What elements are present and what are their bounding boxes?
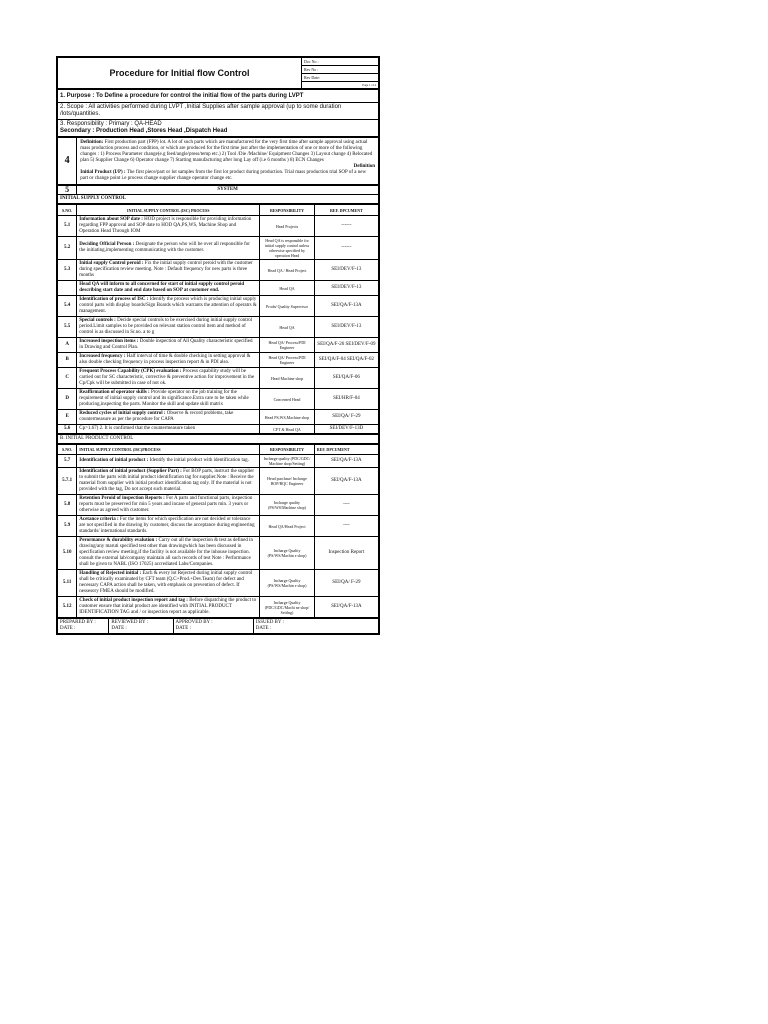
row-sno: D [58,389,77,410]
row-sno: 5.11 [58,570,77,597]
isc-process-row [58,296,379,317]
scope-text: 2. Scope : All activities performed during LVPT ,Initial Supplies after sample approval (up to some duration /lots/quantities. [58,103,379,120]
row-process-title: Head QA will inform to all concerned for start of initial supply control peroid describing start date and end date based on SOP at customer end. [79,282,245,293]
row-process [77,410,260,425]
col-ref-header: REF. DPCUMENT [314,205,378,216]
row-process-text: Identify the process which is producing initial supply control parts with display boards/Sign Boards which warrants the attention of operatrs & management. [79,297,257,314]
row-process-title: Identification of process of ISC : [79,297,149,302]
isc-process-row [58,425,379,434]
row-sno: 5.7.1 [58,468,77,495]
row-process-text: Process capability study will be carried out for SC characteristic, corrective & preventive action for improvement in the Cp/Cpk will be submitted in case of not ok. [79,369,255,386]
row-process [77,597,260,618]
row-ref-document: SEI/QA/F-06 [314,368,378,389]
row-sno: 5.3 [58,260,77,281]
row-process-text: Designate the person who will be over all responsible for the initiating,implementing communicating with the customer. [79,242,250,253]
row-process [77,537,260,570]
system-number: 5 [58,186,77,195]
row-process-text: Each & every lot Rejected during initial supply control shall be critically examinated by CFT team (Q.C+Prod.+Dev.Team) for defect and necessary CAPA action shall be taken, with emphasis on prevention of defect. If nessesory FMEA should be modified. [79,571,253,594]
row-responsibility: Incharge Quality (PS/WS/Machin e shop) [260,570,315,597]
approved-date-label: DATE : [175,626,191,631]
row-responsibility: Head Machine shop [260,368,315,389]
row-sno: E [58,410,77,425]
row-responsibility: Head QA/ Process/PDI Engineer [260,353,315,368]
row-responsibility: Head QA [260,281,315,296]
row-responsibility: Head QA/ Process/PDI Engineer [260,338,315,353]
row-sno: 5.5 [58,317,77,338]
row-ref-document: SEI/QA/F-04 SEI/QA/F-02 [314,353,378,368]
initial-product-label: Initial Product (I/P) : [80,170,126,175]
row-responsibility: Head Projects [260,216,315,237]
row-process-text: Provide operator on the job training for the requirement of initial supply control and its significance.Extra care to be taken while producing,inspecting the parts. Monitor the skill and update skill matrix [79,390,249,407]
col2-process-header: INITIAL SUPPLY CONTROL (ISC)PROCESS [77,445,260,455]
row-responsibility: Incharge Quality (PDC/GDC/Machi ne shop/ Settlng) [260,597,315,618]
row-process [77,495,260,516]
row-process-title: Information about SOP date : [79,217,143,222]
row-sno: 5.4 [58,296,77,317]
isc-process-row [58,410,379,425]
row-ref-document: SEI/DEV/F-13 [314,317,378,338]
rev-no: Rev No : [301,66,378,74]
row-process [77,296,260,317]
isc-process-row [58,389,379,410]
row-ref-document: ------ [314,216,378,237]
col-sno-header: S.NO. [58,205,77,216]
row-process [77,281,260,296]
row-sno [58,281,77,296]
header-table [57,57,379,89]
isc-process-row [58,260,379,281]
row-sno: 5.7 [58,455,77,468]
row-process-text: For BOP parts, instruct the supplier to submit the parts with initial product identification tag for supplier.Note : Receive the material from supplier with initial product identification tag only. If the material is not provided with the tag, Do not accept such material. [79,469,255,492]
row-process [77,260,260,281]
row-process [77,425,260,434]
approved-by-label: APPROVED BY : [175,620,213,625]
row-responsibility: Head QA/Head Project [260,516,315,537]
row-process-text: Half interval of time & double checking in setting approval & also double checking frequency in process inspection report & in PDI also. [79,354,251,365]
row-ref-document: SEI/DEV/F-13 [314,281,378,296]
row-process [77,389,260,410]
isc-process-table [57,204,379,434]
row-process [77,468,260,495]
row-ref-document: ------ [314,237,378,260]
prepared-date-label: DATE : [60,626,76,631]
reviewed-date-label: DATE : [111,626,127,631]
initial-product-row [58,468,379,495]
row-sno: 5.9 [58,516,77,537]
issued-by-label: ISSUED BY : [255,620,284,625]
row-ref-document: SEI/DEV/F-13 [314,260,378,281]
isc-process-rows [58,216,379,434]
definition-label: Definition: [80,140,104,145]
row-process [77,516,260,537]
row-responsibility: Head PS,WS,Machine shop [260,410,315,425]
row-process [77,317,260,338]
row-responsibility: Concerned Head [260,389,315,410]
row-process-title: Reduced cycles of initial supply control : [79,411,166,416]
system-table [57,185,379,204]
row-ref-document: ---- [314,516,378,537]
row-process-text: Observe & record problems, take countermeasure as per the procedure for CAPA [79,411,234,422]
sections-table [57,89,379,137]
row-process-title: Frequent Process Capability (CPK) evaluation : [79,369,182,374]
row-process-text: For A parts and functional parts, inspection reports must be preserved for min 5 years and incase of general parts min. 3 years or otherwise as agreed with customer. [79,496,253,513]
row-responsibility: Prodn/ Quality Supervisor [260,296,315,317]
row-process-text: HOD project is responsible for providing information regarding FPP approval and SOP date to HOD QA,PS,WS, Machine Shop and Operation Head Through IOM [79,217,252,234]
row-process-text: Cp>1.67) 2. It is confirmed that the countermeasure taken [79,426,196,431]
row-responsibility: CFT & Head QA [260,425,315,434]
row-process-title: Perormance & durability evalution : [79,538,158,543]
row-process-title: Special controls : [79,318,116,323]
row-responsibility: Head QA is responsible for initial supply control unless otherwise specified by operation Head [260,237,315,260]
initial-product-row [58,570,379,597]
prepared-by [58,619,109,634]
isc-process-row [58,338,379,353]
procedure-document [56,56,380,635]
initial-product-row [58,516,379,537]
definition-table [57,137,379,185]
initial-product-row [58,537,379,570]
row-sno: 5.10 [58,537,77,570]
isc-process-row [58,317,379,338]
row-process-title: Deciding Official Person : [79,242,135,247]
row-process-title: Increased inspection items : [79,339,139,344]
isc-process-row [58,237,379,260]
row-process [77,353,260,368]
definition-body [77,138,379,185]
row-ref-document: SEI/QA/F-13A [314,455,378,468]
row-process-text: Carry out all the inspection & test as defined in drawing/any maruti specified test other than drawingwhich has been discussed in specification review meeting,if the facility is not available for the inhouse inspection. consult the external lab/company maintain all such records of test Note : Performance shall be given to NABL (ISO 17025) accrediated Labs/Companies. [79,538,254,567]
row-ref-document: SEI/QA/F-26 SEI/DEV/F-09 [314,338,378,353]
row-ref-document: Inspection Report [314,537,378,570]
system-label: SYSTEM [77,186,379,195]
row-ref-document: SEI/DEV/F-13D [314,425,378,434]
row-process-title: Handling of Rejected initial : [79,571,142,576]
row-ref-document: ---- [314,495,378,516]
row-process-title: Check of initial product inspection report and tag : [79,598,188,603]
initial-supply-control-label: INITIAL SUPPLY CONTROL [58,195,379,204]
definition-right-label: Definition [353,164,375,169]
row-process [77,338,260,353]
row-ref-document: SEI/QA/F-13A [314,468,378,495]
responsibility-primary: 3. Responsibility : Primary : QA-HEAD [60,121,162,127]
section-b-table [57,434,379,444]
row-process-title: Retention Peroid of inspection Reports : [79,496,165,501]
row-process [77,570,260,597]
row-sno: 5.12 [58,597,77,618]
isc-process-row [58,353,379,368]
initial-product-row [58,495,379,516]
row-responsibility: Head QA / Head Project [260,260,315,281]
col-process-header: INITIAL SUPPLY CONTROL (ISC) PROCESS [77,205,260,216]
col2-sno-header: S.NO. [58,445,77,455]
row-responsibility: Incharge quality (PS/WS/Machine shop) [260,495,315,516]
row-process-text: Fix the initial supply control peroid with the customer during specification review meeting. Note : Default frequency for new parts is three months [79,261,253,278]
row-responsibility: Incharge quality (PDC/GDC/ Machine shop/Setting) [260,455,315,468]
row-ref-document: SEI/QA/ F-29 [314,570,378,597]
approved-by [173,619,253,634]
row-responsibility: Head purchase/ Incharge BOP/BQC Engineer [260,468,315,495]
isc-process-row [58,216,379,237]
row-process-title: Initial supply Control peroid : [79,261,144,266]
row-sno: C [58,368,77,389]
row-process [77,368,260,389]
doc-no: Doc No : [301,58,378,66]
col2-responsibility-header: RESPONSIBILITY [260,445,315,455]
row-process [77,455,260,468]
row-responsibility: Incharge Quality (PS/WS/Machin e shop) [260,537,315,570]
row-ref-document: SEI/QA/F-13A [314,597,378,618]
purpose-text: 1. Purpose : To Define a procedure for control the initial flow of the parts during LVPT [58,90,379,103]
reviewed-by-label: REVIEWED BY : [111,620,149,625]
row-process-title: Identification of initial product (Supplier Part) : [79,469,182,474]
row-process-title: Acetance criteria : [79,517,119,522]
row-process-title: Reaffirmation of operator skills : [79,390,150,395]
row-process-title: Increased frequency : [79,354,126,359]
reviewed-by [109,619,173,634]
row-sno: 5.8 [58,495,77,516]
isc-process-row [58,368,379,389]
initial-product-text: The first piece/part or lot samples from the first lot product during production. Trial mass production trial SOP of a new part or change point i.e process change supplier change operator change etc. [80,170,367,181]
initial-product-row [58,597,379,618]
isc-process-row [58,281,379,296]
definition-number: 4 [58,138,77,185]
row-process [77,216,260,237]
rev-date: Rev Date: [301,74,378,82]
issued-date-label: DATE : [255,626,272,631]
initial-product-row [58,455,379,468]
responsibility-secondary: Secondary : Production Head ,Stores Head ,Dispatch Head [60,128,228,134]
row-process [77,237,260,260]
row-ref-document: SEI/QA/ F-29 [314,410,378,425]
initial-product-rows [58,455,379,618]
prepared-by-label: PREPARED BY : [60,620,96,625]
page-number: Page 1 of 4 [301,82,378,89]
row-process-text: Double inspection of All Quality characteristic specified in Drawing and Control Plan. [79,339,253,350]
row-process-text: Decide special controls to be exercised during initial supply control period.Limit samples to be provided on relevant station control item and method of control is as discussed in Sr.no. a to g [79,318,253,335]
col-responsibility-header: RESPONSIBILITY [260,205,315,216]
definition-text: First production part (FPP) lot. A lot of such parts which are manufactured for the very first time after sample approval using actual mass production process and condition, or which are produced for the first time just after the implementation of one or more of the following changes : 1) Process Parameter change(e.g feed/angle/press/temp etc.) 2) Tool /Die /Machine/ Equipment Changes 3) Layout change 4) Relocated plan 5) Supplier Change 6) Operator change 7) Starting manufacturing after long Lay off (i.e 6 months ) 8) ECN Changes [80,140,373,163]
responsibility-text [58,120,379,137]
row-sno: 5.2 [58,237,77,260]
row-process-text: For the items for which specification are not decided or tolerance are not specified in the drawing by customer, discuss the acceptance during engineering standards/ international standards. [79,517,255,534]
row-sno: 5.1 [58,216,77,237]
section-b-label: B. INITIAL PRODUCT CONTROL [58,435,379,444]
signature-footer [57,618,379,634]
initial-product-table [57,444,379,618]
row-ref-document: SEI/QA/F-13A [314,296,378,317]
row-ref-document: SEI/HR/F-04 [314,389,378,410]
row-sno: B [58,353,77,368]
issued-by [253,619,378,634]
row-process-title: Identification of initial product : [79,458,149,463]
row-process-text: Before dispatching the product to customer ensure that initial product are identified with INITIAL PRODUCT IDENTIFICATION TAG and / or inspection report as applicable. [79,598,257,615]
row-process-text: Identify the initial product with identification tag. [149,458,249,463]
row-sno: A [58,338,77,353]
col2-ref-header: REF. DPCUMENT [314,445,378,455]
row-sno: 5.6 [58,425,77,434]
document-title: Procedure for Initial flow Control [58,58,302,89]
row-responsibility: Head QA [260,317,315,338]
